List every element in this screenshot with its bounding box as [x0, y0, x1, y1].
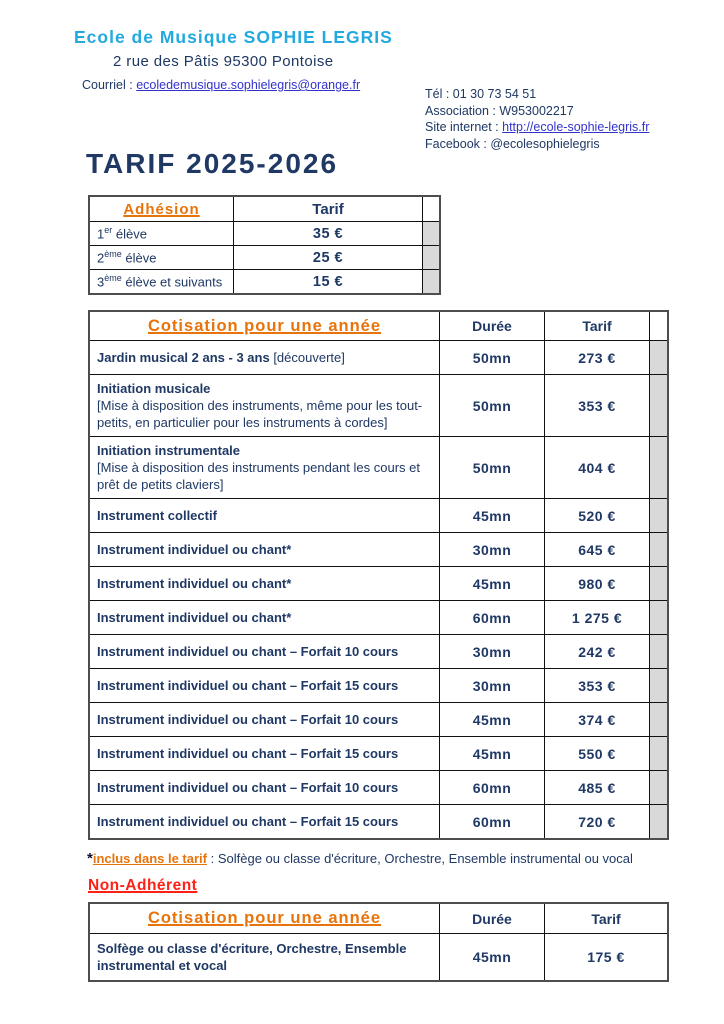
- adhesion-table-header-label: Adhésion: [123, 200, 200, 218]
- footnote-highlight: inclus dans le tarif: [92, 851, 207, 866]
- cotisation-row-label: Initiation musicale [Mise à disposition des instruments, même pour les tout-petits, en particulier pour les instruments à cordes]: [90, 374, 439, 436]
- duree-value: 50mn: [439, 374, 544, 436]
- cotisation-table-header-duree: Durée: [439, 312, 544, 340]
- cotisation-table: [88, 310, 669, 840]
- tarif-value: 720 €: [544, 804, 649, 838]
- duree-value: 45mn: [439, 498, 544, 532]
- duree-value: 45mn: [439, 736, 544, 770]
- email-link[interactable]: ecoledemusique.sophielegris@orange.fr: [136, 78, 361, 92]
- cotisation-row-label: Instrument individuel ou chant*: [90, 566, 439, 600]
- adhesion-tarif-value: 35 €: [233, 221, 422, 245]
- shaded-cell: [649, 668, 667, 702]
- footnote: [87, 850, 633, 867]
- tarif-value: 374 €: [544, 702, 649, 736]
- shaded-cell: [422, 269, 439, 293]
- tarif-value: 550 €: [544, 736, 649, 770]
- tarif-value: 404 €: [544, 436, 649, 498]
- shaded-cell: [649, 702, 667, 736]
- shaded-cell: [649, 600, 667, 634]
- shaded-cell: [649, 736, 667, 770]
- cotisation-row-label: Instrument individuel ou chant – Forfait 15 cours: [90, 736, 439, 770]
- duree-value: 60mn: [439, 804, 544, 838]
- adhesion-table-header-spacer: [422, 197, 439, 221]
- duree-value: 45mn: [439, 933, 544, 980]
- page-title: TARIF 2025-2026: [86, 148, 339, 179]
- tarif-value: 1 275 €: [544, 600, 649, 634]
- non-adherent-table-header-duree: Durée: [439, 904, 544, 933]
- shaded-cell: [649, 804, 667, 838]
- cotisation-row-label: Instrument individuel ou chant – Forfait 10 cours: [90, 634, 439, 668]
- non-adherent-table-header-label: Cotisation pour une année: [147, 909, 382, 927]
- website-label: Site internet :: [425, 120, 503, 134]
- footnote-asterisk: *: [87, 850, 93, 867]
- cotisation-row-label: Jardin musical 2 ans - 3 ans [découverte]: [90, 340, 439, 374]
- contact-block: [425, 86, 649, 152]
- tarif-value: 353 €: [544, 374, 649, 436]
- phone-line: Tél : 01 30 73 54 51: [425, 87, 537, 101]
- tarif-value: 485 €: [544, 770, 649, 804]
- courriel-line: [82, 78, 360, 92]
- duree-value: 30mn: [439, 634, 544, 668]
- shaded-cell: [649, 436, 667, 498]
- shaded-cell: [649, 374, 667, 436]
- cotisation-row-label: Instrument individuel ou chant*: [90, 600, 439, 634]
- cotisation-row-label: Instrument individuel ou chant – Forfait 15 cours: [90, 668, 439, 702]
- school-address: 2 rue des Pâtis 95300 Pontoise: [113, 53, 334, 70]
- tarif-value: 645 €: [544, 532, 649, 566]
- website-link[interactable]: http://ecole-sophie-legris.fr: [502, 120, 650, 134]
- association-line: Association : W953002217: [425, 103, 574, 118]
- cotisation-table-header-spacer: [649, 312, 667, 340]
- shaded-cell: [649, 532, 667, 566]
- cotisation-row-label: Instrument individuel ou chant – Forfait 10 cours: [90, 770, 439, 804]
- non-adherent-row-label: Solfège ou classe d'écriture, Orchestre, Ensemble instrumental et vocal: [90, 933, 439, 980]
- adhesion-tarif-value: 25 €: [233, 245, 422, 269]
- tarif-value: 980 €: [544, 566, 649, 600]
- cotisation-row-label: Instrument individuel ou chant – Forfait 15 cours: [90, 804, 439, 838]
- tarif-value: 175 €: [544, 933, 667, 980]
- non-adherent-table: [88, 902, 669, 982]
- tarif-value: 273 €: [544, 340, 649, 374]
- cotisation-row-label: Instrument individuel ou chant*: [90, 532, 439, 566]
- shaded-cell: [649, 634, 667, 668]
- non-adherent-table-header-tarif: Tarif: [544, 904, 667, 933]
- cotisation-row-label: Instrument individuel ou chant – Forfait 10 cours: [90, 702, 439, 736]
- shaded-cell: [649, 566, 667, 600]
- adhesion-table: [88, 195, 441, 295]
- facebook-line: Facebook : @ecolesophielegris: [425, 136, 600, 151]
- adhesion-table-header-tarif: Tarif: [233, 197, 422, 221]
- duree-value: 50mn: [439, 436, 544, 498]
- adhesion-row-label: 2ème élève: [90, 245, 233, 269]
- courriel-label: Courriel :: [82, 78, 137, 92]
- duree-value: 60mn: [439, 770, 544, 804]
- duree-value: 50mn: [439, 340, 544, 374]
- shaded-cell: [649, 498, 667, 532]
- school-name: Ecole de Musique SOPHIE LEGRIS: [74, 27, 393, 47]
- tarif-value: 353 €: [544, 668, 649, 702]
- shaded-cell: [649, 340, 667, 374]
- tarif-value: 242 €: [544, 634, 649, 668]
- duree-value: 60mn: [439, 600, 544, 634]
- adhesion-row-label: 3ème élève et suivants: [90, 269, 233, 293]
- cotisation-table-header-tarif: Tarif: [544, 312, 649, 340]
- shaded-cell: [422, 245, 439, 269]
- shaded-cell: [422, 221, 439, 245]
- duree-value: 45mn: [439, 702, 544, 736]
- duree-value: 30mn: [439, 532, 544, 566]
- adhesion-row-label: 1er élève: [90, 221, 233, 245]
- shaded-cell: [649, 770, 667, 804]
- footnote-text: : Solfège ou classe d'écriture, Orchestre, Ensemble instrumental ou vocal: [207, 851, 633, 866]
- non-adherent-heading: Non-Adhérent: [88, 877, 198, 894]
- duree-value: 30mn: [439, 668, 544, 702]
- tarif-value: 520 €: [544, 498, 649, 532]
- cotisation-row-label: Initiation instrumentale [Mise à disposition des instruments pendant les cours et prêt de petits claviers]: [90, 436, 439, 498]
- cotisation-row-label: Instrument collectif: [90, 498, 439, 532]
- duree-value: 45mn: [439, 566, 544, 600]
- cotisation-table-header-label: Cotisation pour une année: [147, 316, 382, 335]
- adhesion-tarif-value: 15 €: [233, 269, 422, 293]
- website-line: [425, 119, 649, 136]
